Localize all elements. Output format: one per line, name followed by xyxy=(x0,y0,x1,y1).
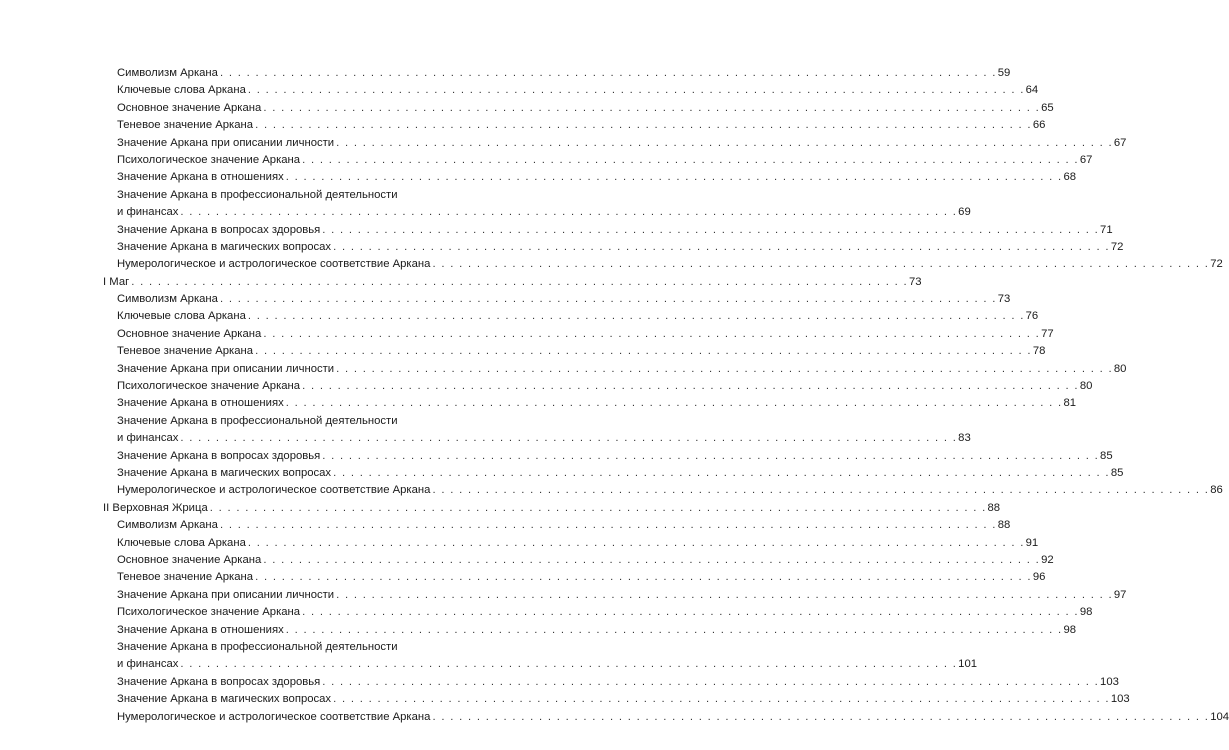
dot-leader: . . . . . . . . . . . . . . . . . . . . . . . . . . . . . . . . . . . . . . . . . . . . . . . . . . . . . . . . . . . . . . . . . . . . . . . . . . . . . . . . . . . . . . . . xyxy=(432,258,1210,271)
toc-entry-title: Теневое значение Аркана xyxy=(117,345,254,358)
toc-entry-page-number: 77 xyxy=(1041,327,1054,340)
toc-entry xyxy=(0,482,1223,499)
toc-entry-title: и финансах xyxy=(117,206,179,219)
toc-entry-page-number: 91 xyxy=(1025,536,1039,549)
toc-entry xyxy=(0,222,1113,239)
toc-entry-page-number: 97 xyxy=(1113,588,1127,601)
toc-entry-page-number: 83 xyxy=(958,432,971,445)
toc-entry xyxy=(0,448,1113,465)
dot-leader: . . . . . . . . . . . . . . . . . . . . . . . . . . . . . . . . . . . . . . . . . . . . . . . . . . . . . . . . . . . . . . . . . . . . . . . . . . . . . . . . . . . . . . . . xyxy=(336,588,1113,601)
toc-entry-page-number: 80 xyxy=(1113,362,1127,375)
toc-entry-title: Символизм Аркана xyxy=(117,519,218,532)
toc-entry xyxy=(0,152,1093,169)
toc-entry xyxy=(0,552,1054,569)
dot-leader: . . . . . . . . . . . . . . . . . . . . . . . . . . . . . . . . . . . . . . . . . . . . . . . . . . . . . . . . . . . . . . . . . . . . . . . . . . . . . . . . . . . . . . . . xyxy=(247,536,1025,549)
toc-entry-title: Значение Аркана в магических вопросах xyxy=(117,693,332,706)
toc-entry-title: Символизм Аркана xyxy=(117,293,218,306)
toc-entry-page-number: 59 xyxy=(997,67,1011,79)
toc-entry-title: Значение Аркана при описании личности xyxy=(117,362,335,375)
toc-entry-page-number: 96 xyxy=(1032,571,1046,584)
dot-leader: . . . . . . . . . . . . . . . . . . . . . . . . . . . . . . . . . . . . . . . . . . . . . . . . . . . . . . . . . . . . . . . . . . . . . . . . . . . . . . . . . . . . . . . . xyxy=(302,380,1079,393)
toc-entry xyxy=(0,239,1124,256)
toc-entry xyxy=(0,82,1039,99)
dot-leader: . . . . . . . . . . . . . . . . . . . . . . . . . . . . . . . . . . . . . . . . . . . . . . . . . . . . . . . . . . . . . . . . . . . . . . . . . . . . . . . . . . . . . . . . xyxy=(263,101,1041,114)
dot-leader: . . . . . . . . . . . . . . . . . . . . . . . . . . . . . . . . . . . . . . . . . . . . . . . . . . . . . . . . . . . . . . . . . . . . . . . . . . . . . . . . . . . . . . . . xyxy=(285,623,1063,636)
dot-leader: . . . . . . . . . . . . . . . . . . . . . . . . . . . . . . . . . . . . . . . . . . . . . . . . . . . . . . . . . . . . . . . . . . . . . . . . . . . . . . . . . . . . . . . . xyxy=(302,153,1079,166)
toc-entry xyxy=(0,639,978,674)
toc-chapter-entry xyxy=(0,274,922,291)
dot-leader: . . . . . . . . . . . . . . . . . . . . . . . . . . . . . . . . . . . . . . . . . . . . . . . . . . . . . . . . . . . . . . . . . . . . . . . . . . . . . . . . . . . . . . . . xyxy=(322,449,1100,462)
toc-entry-page-number: 76 xyxy=(1025,310,1039,323)
toc-entry-page-number: 72 xyxy=(1110,240,1124,253)
dot-leader: . . . . . . . . . . . . . . . . . . . . . . . . . . . . . . . . . . . . . . . . . . . . . . . . . . . . . . . . . . . . . . . . . . . . . . . . . . . . . . . . . . . . . . . . xyxy=(247,84,1025,97)
toc-entry-page-number: 73 xyxy=(908,275,922,288)
toc-entry-page-number: 66 xyxy=(1032,119,1046,132)
dot-leader: . . . . . . . . . . . . . . . . . . . . . . . . . . . . . . . . . . . . . . . . . . . . . . . . . . . . . . . . . . . . . . . . . . . . . . . . . . . . . . . . . . . . . . . . xyxy=(180,432,958,445)
dot-leader: . . . . . . . . . . . . . . . . . . . . . . . . . . . . . . . . . . . . . . . . . . . . . . . . . . . . . . . . . . . . . . . . . . . . . . . . . . . . . . . . . . . . . . . . xyxy=(255,345,1032,358)
toc-entry xyxy=(0,378,1093,395)
toc-entry-page-number: 64 xyxy=(1025,84,1039,97)
toc-entry-title: Основное значение Аркана xyxy=(117,327,262,340)
toc-entry-title: Значение Аркана в вопросах здоровья xyxy=(117,675,321,688)
table-of-contents xyxy=(0,65,1229,726)
dot-leader: . . . . . . . . . . . . . . . . . . . . . . . . . . . . . . . . . . . . . . . . . . . . . . . . . . . . . . . . . . . . . . . . . . . . . . . . . . . . . . . . . . . . . . . . xyxy=(131,275,908,288)
toc-entry-title: II Верховная Жрица xyxy=(103,501,208,514)
dot-leader: . . . . . . . . . . . . . . . . . . . . . . . . . . . . . . . . . . . . . . . . . . . . . . . . . . . . . . . . . . . . . . . . . . . . . . . . . . . . . . . . . . . . . . . . xyxy=(285,397,1063,410)
toc-entry-title: и финансах xyxy=(117,432,179,445)
toc-chapter-entry xyxy=(0,500,1001,517)
toc-entry xyxy=(0,326,1054,343)
dot-leader: . . . . . . . . . . . . . . . . . . . . . . . . . . . . . . . . . . . . . . . . . . . . . . . . . . . . . . . . . . . . . . . . . . . . . . . . . . . . . . . . . . . . . . . . xyxy=(247,310,1025,323)
toc-entry-page-number: 101 xyxy=(958,658,978,671)
toc-entry-page-number: 88 xyxy=(987,501,1001,514)
toc-entry xyxy=(0,343,1046,360)
toc-entry-title: Ключевые слова Аркана xyxy=(117,536,246,549)
toc-entry-title: Психологическое значение Аркана xyxy=(117,606,301,619)
toc-entry-title: Основное значение Аркана xyxy=(117,101,262,114)
toc-entry xyxy=(0,100,1054,117)
dot-leader: . . . . . . . . . . . . . . . . . . . . . . . . . . . . . . . . . . . . . . . . . . . . . . . . . . . . . . . . . . . . . . . . . . . . . . . . . . . . . . . . . . . . . . . . xyxy=(285,171,1063,184)
dot-leader: . . . . . . . . . . . . . . . . . . . . . . . . . . . . . . . . . . . . . . . . . . . . . . . . . . . . . . . . . . . . . . . . . . . . . . . . . . . . . . . . . . . . . . . . xyxy=(333,693,1110,706)
toc-entry-title: Значение Аркана в отношениях xyxy=(117,397,284,410)
dot-leader: . . . . . . . . . . . . . . . . . . . . . . . . . . . . . . . . . . . . . . . . . . . . . . . . . . . . . . . . . . . . . . . . . . . . . . . . . . . . . . . . . . . . . . . . xyxy=(255,571,1032,584)
toc-entry xyxy=(0,465,1124,482)
toc-entry-title: Нумерологическое и астрологическое соответствие Аркана xyxy=(117,710,431,723)
dot-leader: . . . . . . . . . . . . . . . . . . . . . . . . . . . . . . . . . . . . . . . . . . . . . . . . . . . . . . . . . . . . . . . . . . . . . . . . . . . . . . . . . . . . . . . . xyxy=(219,519,997,532)
dot-leader: . . . . . . . . . . . . . . . . . . . . . . . . . . . . . . . . . . . . . . . . . . . . . . . . . . . . . . . . . . . . . . . . . . . . . . . . . . . . . . . . . . . . . . . . xyxy=(333,467,1110,480)
toc-entry-page-number: 71 xyxy=(1100,223,1113,236)
dot-leader: . . . . . . . . . . . . . . . . . . . . . . . . . . . . . . . . . . . . . . . . . . . . . . . . . . . . . . . . . . . . . . . . . . . . . . . . . . . . . . . . . . . . . . . . xyxy=(219,293,997,306)
toc-entry xyxy=(0,622,1077,639)
toc-entry-page-number: 103 xyxy=(1100,675,1119,688)
toc-entry-title: Психологическое значение Аркана xyxy=(117,380,301,393)
dot-leader: . . . . . . . . . . . . . . . . . . . . . . . . . . . . . . . . . . . . . . . . . . . . . . . . . . . . . . . . . . . . . . . . . . . . . . . . . . . . . . . . . . . . . . . . xyxy=(263,327,1041,340)
dot-leader: . . . . . . . . . . . . . . . . . . . . . . . . . . . . . . . . . . . . . . . . . . . . . . . . . . . . . . . . . . . . . . . . . . . . . . . . . . . . . . . . . . . . . . . . xyxy=(432,710,1210,723)
toc-entry xyxy=(0,569,1046,586)
toc-entry xyxy=(0,395,1077,412)
toc-entry xyxy=(0,691,1130,708)
toc-entry xyxy=(0,169,1077,186)
toc-entry xyxy=(0,135,1127,152)
toc-entry-title: Ключевые слова Аркана xyxy=(117,310,246,323)
dot-leader: . . . . . . . . . . . . . . . . . . . . . . . . . . . . . . . . . . . . . . . . . . . . . . . . . . . . . . . . . . . . . . . . . . . . . . . . . . . . . . . . . . . . . . . . xyxy=(263,553,1041,566)
toc-entry xyxy=(0,604,1093,621)
toc-entry-page-number: 98 xyxy=(1063,623,1077,636)
toc-entry-page-number: 86 xyxy=(1210,484,1223,497)
dot-leader: . . . . . . . . . . . . . . . . . . . . . . . . . . . . . . . . . . . . . . . . . . . . . . . . . . . . . . . . . . . . . . . . . . . . . . . . . . . . . . . . . . . . . . . . xyxy=(219,67,997,79)
toc-entry-title: Психологическое значение Аркана xyxy=(117,153,301,166)
toc-entry-page-number: 103 xyxy=(1110,693,1130,706)
toc-entry xyxy=(0,674,1119,691)
toc-entry-title-line1: Значение Аркана в профессиональной деятельности xyxy=(117,640,398,653)
toc-entry-title: I Маг xyxy=(103,275,130,288)
toc-entry-title: Ключевые слова Аркана xyxy=(117,84,246,97)
toc-entry-page-number: 80 xyxy=(1079,380,1093,393)
toc-entry-title: и финансах xyxy=(117,658,179,671)
dot-leader: . . . . . . . . . . . . . . . . . . . . . . . . . . . . . . . . . . . . . . . . . . . . . . . . . . . . . . . . . . . . . . . . . . . . . . . . . . . . . . . . . . . . . . . . xyxy=(333,240,1110,253)
toc-entry xyxy=(0,291,1011,308)
toc-entry-page-number: 67 xyxy=(1079,153,1093,166)
dot-leader: . . . . . . . . . . . . . . . . . . . . . . . . . . . . . . . . . . . . . . . . . . . . . . . . . . . . . . . . . . . . . . . . . . . . . . . . . . . . . . . . . . . . . . . . xyxy=(302,606,1079,619)
toc-entry xyxy=(0,308,1039,325)
toc-entry-title: Значение Аркана в отношениях xyxy=(117,171,284,184)
toc-entry-title: Значение Аркана при описании личности xyxy=(117,136,335,149)
toc-entry xyxy=(0,517,1011,534)
dot-leader: . . . . . . . . . . . . . . . . . . . . . . . . . . . . . . . . . . . . . . . . . . . . . . . . . . . . . . . . . . . . . . . . . . . . . . . . . . . . . . . . . . . . . . . . xyxy=(180,206,958,219)
dot-leader: . . . . . . . . . . . . . . . . . . . . . . . . . . . . . . . . . . . . . . . . . . . . . . . . . . . . . . . . . . . . . . . . . . . . . . . . . . . . . . . . . . . . . . . . xyxy=(322,223,1100,236)
toc-entry-page-number: 85 xyxy=(1110,467,1124,480)
toc-entry xyxy=(0,256,1223,273)
dot-leader: . . . . . . . . . . . . . . . . . . . . . . . . . . . . . . . . . . . . . . . . . . . . . . . . . . . . . . . . . . . . . . . . . . . . . . . . . . . . . . . . . . . . . . . . xyxy=(180,658,958,671)
toc-entry-title: Значение Аркана в отношениях xyxy=(117,623,284,636)
dot-leader: . . . . . . . . . . . . . . . . . . . . . . . . . . . . . . . . . . . . . . . . . . . . . . . . . . . . . . . . . . . . . . . . . . . . . . . . . . . . . . . . . . . . . . . . xyxy=(209,501,987,514)
toc-entry-title: Значение Аркана в вопросах здоровья xyxy=(117,449,321,462)
toc-entry-page-number: 73 xyxy=(997,293,1011,306)
dot-leader: . . . . . . . . . . . . . . . . . . . . . . . . . . . . . . . . . . . . . . . . . . . . . . . . . . . . . . . . . . . . . . . . . . . . . . . . . . . . . . . . . . . . . . . . xyxy=(336,136,1113,149)
toc-entry-title: Нумерологическое и астрологическое соответствие Аркана xyxy=(117,258,431,271)
toc-entry xyxy=(0,187,971,222)
toc-entry xyxy=(0,709,1229,726)
toc-entry xyxy=(0,587,1127,604)
toc-entry-title-line1: Значение Аркана в профессиональной деятельности xyxy=(117,414,398,427)
toc-entry-title: Символизм Аркана xyxy=(117,67,218,79)
dot-leader: . . . . . . . . . . . . . . . . . . . . . . . . . . . . . . . . . . . . . . . . . . . . . . . . . . . . . . . . . . . . . . . . . . . . . . . . . . . . . . . . . . . . . . . . xyxy=(255,119,1032,132)
toc-entry-page-number: 72 xyxy=(1210,258,1223,271)
toc-entry xyxy=(0,65,1011,82)
dot-leader: . . . . . . . . . . . . . . . . . . . . . . . . . . . . . . . . . . . . . . . . . . . . . . . . . . . . . . . . . . . . . . . . . . . . . . . . . . . . . . . . . . . . . . . . xyxy=(336,362,1113,375)
toc-entry-title: Основное значение Аркана xyxy=(117,553,262,566)
toc-entry-page-number: 67 xyxy=(1113,136,1127,149)
toc-entry-title: Теневое значение Аркана xyxy=(117,119,254,132)
toc-entry-page-number: 92 xyxy=(1041,553,1054,566)
toc-entry-title: Значение Аркана в вопросах здоровья xyxy=(117,223,321,236)
toc-entry-page-number: 81 xyxy=(1063,397,1077,410)
toc-entry xyxy=(0,361,1127,378)
toc-entry-title: Значение Аркана в магических вопросах xyxy=(117,467,332,480)
toc-entry-page-number: 88 xyxy=(997,519,1011,532)
toc-entry-page-number: 85 xyxy=(1100,449,1113,462)
toc-entry-page-number: 69 xyxy=(958,206,971,219)
toc-entry-page-number: 68 xyxy=(1063,171,1077,184)
dot-leader: . . . . . . . . . . . . . . . . . . . . . . . . . . . . . . . . . . . . . . . . . . . . . . . . . . . . . . . . . . . . . . . . . . . . . . . . . . . . . . . . . . . . . . . . xyxy=(322,675,1100,688)
toc-entry-page-number: 78 xyxy=(1032,345,1046,358)
toc-entry xyxy=(0,117,1046,134)
toc-entry-page-number: 98 xyxy=(1079,606,1093,619)
toc-entry-title: Нумерологическое и астрологическое соответствие Аркана xyxy=(117,484,431,497)
toc-entry xyxy=(0,535,1039,552)
toc-entry-page-number: 104 xyxy=(1210,710,1229,723)
toc-entry-title: Теневое значение Аркана xyxy=(117,571,254,584)
toc-entry xyxy=(0,413,971,448)
dot-leader: . . . . . . . . . . . . . . . . . . . . . . . . . . . . . . . . . . . . . . . . . . . . . . . . . . . . . . . . . . . . . . . . . . . . . . . . . . . . . . . . . . . . . . . . xyxy=(432,484,1210,497)
toc-entry-title: Значение Аркана при описании личности xyxy=(117,588,335,601)
toc-entry-page-number: 65 xyxy=(1041,101,1054,114)
toc-entry-title: Значение Аркана в магических вопросах xyxy=(117,240,332,253)
toc-entry-title-line1: Значение Аркана в профессиональной деятельности xyxy=(117,188,398,201)
